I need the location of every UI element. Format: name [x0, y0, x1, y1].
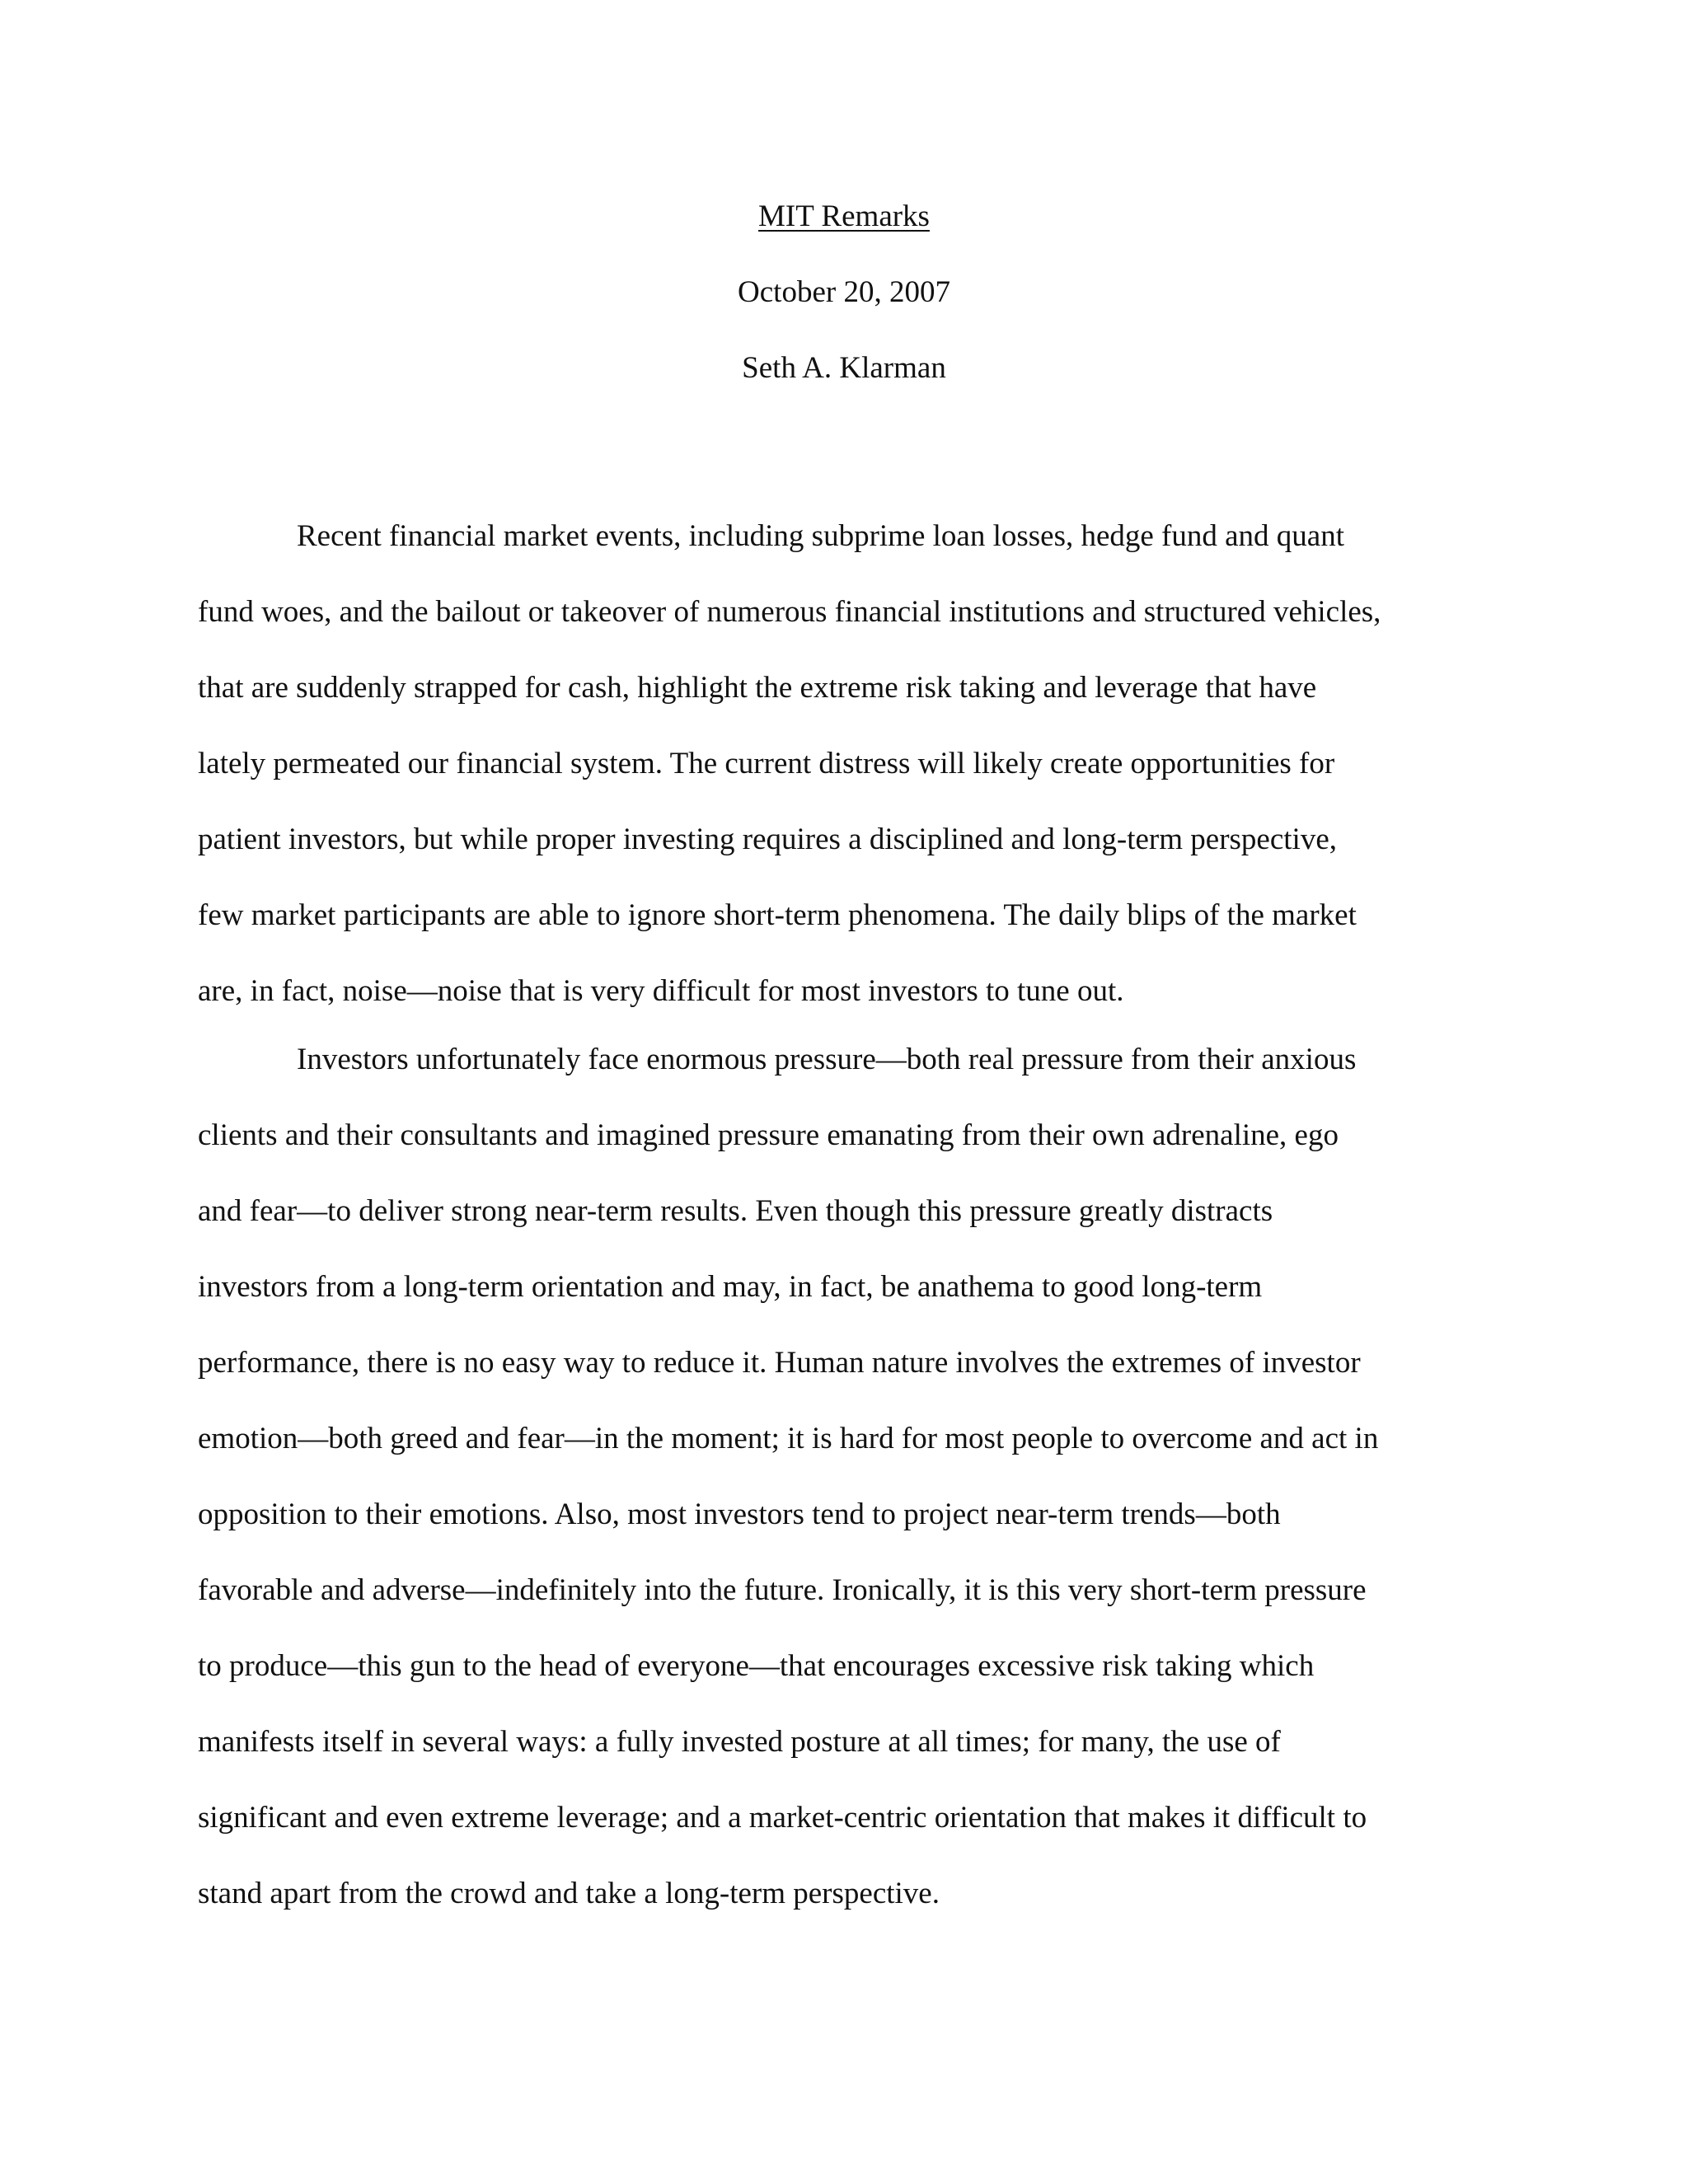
document-author: Seth A. Klarman [742, 351, 946, 385]
paragraph-line: investors from a long-term orientation and may, in fact, be anathema to good long-term [198, 1270, 1263, 1304]
document-title-text: MIT Remarks [758, 199, 930, 233]
paragraph-line: performance, there is no easy way to reduce it. Human nature involves the extremes of investor [198, 1346, 1361, 1380]
paragraph-line: fund woes, and the bailout or takeover of numerous financial institutions and structured vehicles, [198, 595, 1381, 629]
paragraph-line: are, in fact, noise—noise that is very difficult for most investors to tune out. [198, 974, 1124, 1008]
paragraph-line: stand apart from the crowd and take a long-term perspective. [198, 1877, 940, 1910]
paragraph-line: opposition to their emotions. Also, most investors tend to project near-term trends—both [198, 1497, 1281, 1531]
document-title [0, 198, 1688, 236]
paragraph-line: lately permeated our financial system. The current distress will likely create opportunities for [198, 747, 1335, 780]
paragraph-line: patient investors, but while proper investing requires a disciplined and long-term perspective, [198, 823, 1337, 856]
paragraph-line: manifests itself in several ways: a fully invested posture at all times; for many, the use of [198, 1725, 1281, 1759]
paragraph-line: Investors unfortunately face enormous pressure—both real pressure from their anxious [297, 1043, 1357, 1076]
paragraph-2 [198, 1022, 1492, 1932]
paragraph-line: that are suddenly strapped for cash, highlight the extreme risk taking and leverage that have [198, 671, 1317, 705]
paragraph-line: favorable and adverse—indefinitely into the future. Ironically, it is this very short-term pressure [198, 1573, 1367, 1607]
paragraph-line: Recent financial market events, including subprime loan losses, hedge fund and quant [297, 519, 1345, 553]
paragraph-line: and fear—to deliver strong near-term results. Even though this pressure greatly distracts [198, 1194, 1273, 1228]
paragraph-line: significant and even extreme leverage; and a market-centric orientation that makes it difficult to [198, 1801, 1367, 1835]
paragraph-1 [198, 499, 1492, 1029]
paragraph-line: emotion—both greed and fear—in the moment; it is hard for most people to overcome and act in [198, 1422, 1379, 1455]
document-date: October 20, 2007 [738, 275, 950, 309]
paragraph-line: clients and their consultants and imagined pressure emanating from their own adrenaline, ego [198, 1118, 1339, 1152]
paragraph-line: to produce—this gun to the head of everyone—that encourages excessive risk taking which [198, 1649, 1315, 1683]
paragraph-line: few market participants are able to ignore short-term phenomena. The daily blips of the market [198, 898, 1357, 932]
